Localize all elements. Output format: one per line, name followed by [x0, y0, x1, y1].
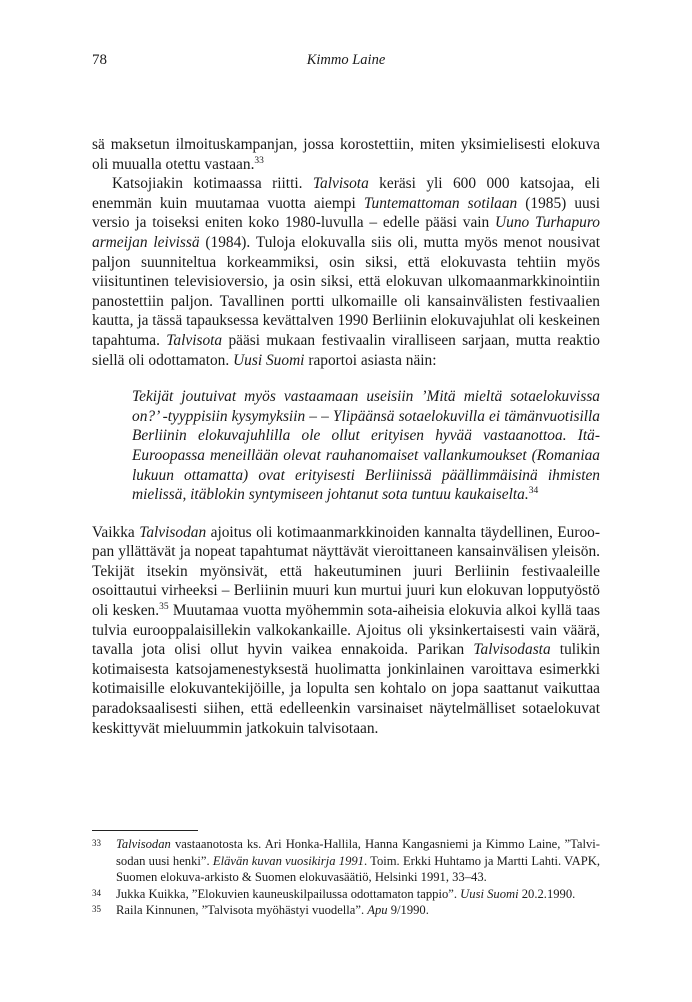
block-quote: [132, 387, 600, 505]
film-title: Tuntemattoman sotilaan: [363, 194, 518, 212]
publication-title: Elävän kuvan vuosikirja 1991: [212, 853, 364, 868]
footnote-35: [92, 902, 600, 919]
paragraph-1: [92, 135, 600, 174]
text-run: ajoitus oli kotimaanmarkkinoiden kannalta täydellinen, Euroopan yllättävät ja nopeat tapahtumat näyttävät vieroittaneen kansainvälisen yleisön. Tekijät itsekin myönsivät, että hakeutuminen juuri Berliinin festivaaleille osoittautui virheeksi – Berliinin muuri kun murtui juuri kun elokuvan lopputyöstö oli kesken.: [92, 523, 600, 620]
footnote-number: 33: [92, 838, 101, 848]
film-title: Talvisodan: [139, 523, 207, 541]
footnote-number: 34: [92, 887, 101, 898]
text-run: Muutamaa vuotta myöhemmin sota-aiheisia elokuvia alkoi kyllä taas tulvia eurooppalaisillekin valkokankaille. Ajoitus oli yksinkertaisesti vain väärä, tavalla jota olisi ollut hyvin vaikea ennakoida. Parikan: [92, 602, 600, 659]
text-run: raportoi asiasta näin:: [304, 351, 437, 369]
text-run: keräsi yli 600 000 katsojaa, eli enemmän kuin muutamaa vuotta aiempi: [92, 175, 600, 212]
main-text: [92, 135, 600, 738]
running-head: Kimmo Laine: [306, 52, 386, 68]
film-title: Talvisodan: [116, 837, 171, 851]
paragraph-2: [92, 174, 600, 370]
text-run: Jukka Kuikka, ”Elokuvien kauneuskilpailussa odottamaton tappio”.: [116, 886, 461, 901]
film-title: Talvisota: [312, 175, 369, 193]
block-quote-text: Tekijät joutuivat myös vastaamaan useisiin ’Mitä mieltä sotaelokuvissa on?’ -tyyppisiin kysymyksiin – – Ylipäänsä sotaelokuvilla ei tämänvuotisilla Berliinin elokuvajuhlilla ole ollut erityisen hyvää vastaanottoa. Itä-Euroopassa meneillään olevat rauhanomaiset vallankumoukset (Romaniaa lukuun ottamatta) ovat erityisesti Berliinissä päällimmäisinä ihmisten mielissä, itäblokin syntymiseen johtanut sota tuntuu kaukaiselta.: [132, 388, 600, 504]
newspaper-title: Uusi Suomi: [460, 886, 519, 901]
text-run: Raila Kinnunen, ”Talvisota myöhästyi vuodella”.: [116, 903, 368, 918]
text-run: 20.2.1990.: [518, 886, 576, 901]
text-run: (1985) uusi versio ja toiseksi eniten koko 1980-luvulla – edelle pääsi vain: [92, 194, 600, 232]
text-run: tulikin kotimaisesta katsojamenestyksestä huolimatta jonkinlainen varoittava esimerkki kotimaisille elokuvantekijöille, ja lopulta sen kohtalo on jopa saattanut vaikuttaa paradoksaalisesti siihen, että edelleenkin varsinaiset näytelmälliset sotaelokuvat keskittyvät mieluummin jatkokuin talvisotaan.: [92, 641, 600, 737]
paragraph-3: [92, 523, 600, 739]
film-title: Talvisodasta: [473, 641, 551, 659]
footnotes: [92, 836, 600, 919]
footnote-ref-34: 34: [528, 486, 539, 497]
text-run: . Toim. Erkki Huhtamo ja Martti Lahti. VAPK, Suomen elokuva-arkisto & Suomen elokuvasäätiö, Helsinki 1991, 33–43.: [116, 853, 600, 885]
footnote-34: [92, 886, 600, 903]
footnote-divider: [92, 830, 198, 831]
paragraph-1-text: sä maksetun ilmoituskampanjan, jossa korostettiin, miten yksimielisesti elokuva oli muualla otettu vastaan.: [92, 136, 600, 173]
page-number: 78: [92, 52, 107, 68]
film-title: Talvisota: [166, 331, 223, 349]
text-run: pääsi mukaan festivaalin viralliseen sarjaan, mutta reaktio siellä oli odottamaton.: [92, 331, 600, 369]
text-run: Vaikka: [92, 523, 140, 541]
text-run: 9/1990.: [387, 903, 429, 918]
newspaper-title: Uusi Suomi: [233, 351, 305, 369]
magazine-title: Apu: [367, 903, 388, 918]
footnote-ref-33: 33: [254, 155, 264, 166]
film-title: Uuno Turhapuro armeijan leivissä: [92, 214, 600, 251]
text-run: Katsojiakin kotimaassa riitti.: [112, 175, 313, 193]
page-header: [92, 52, 600, 72]
footnote-ref-35: 35: [159, 602, 169, 613]
footnote-33: [92, 836, 600, 886]
footnote-number: 35: [92, 904, 101, 915]
text-run: (1984). Tuloja elokuvalla siis oli, mutta myös menot nousivat paljon suunniteltua korkeammiksi, osin siksi, että elokuvasta tehtiin myös viisituntinen televisioversio, ja osin siksi, että elokuvan ulkomaanmarkkinointiin panostettiin paljon. Tavallinen portti ulkomaille oli kansainvälisten festivaalien kautta, ja tässä tapauksessa kevättalven 1990 Berliinin elokuvajuhlat oli keskeinen tapahtuma.: [92, 233, 600, 349]
text-run: vastaanotosta ks. Ari Honka-Hallila, Hanna Kangasniemi ja Kimmo Laine, ”Talvisodan uusi henki”.: [116, 837, 600, 868]
